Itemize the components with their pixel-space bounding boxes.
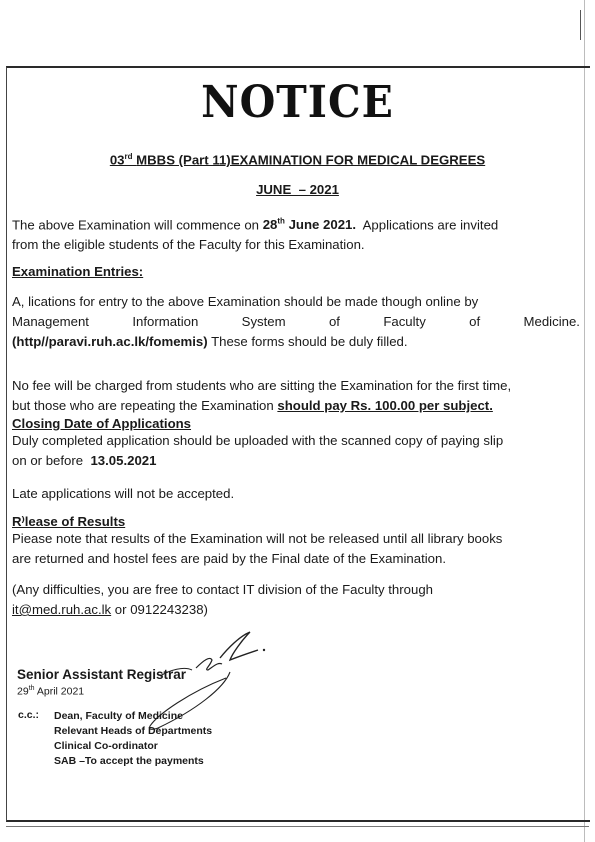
scan-mark [580, 10, 581, 40]
entries-url[interactable]: (http//paravi.ruh.ac.lk/fomemis) [12, 334, 208, 349]
bottom-rule [6, 826, 589, 827]
exam-title [0, 152, 595, 167]
entries-heading: Examination Entries: [12, 264, 144, 279]
intro-line2: from the eligible students of the Faculty for this Examination. [12, 237, 365, 253]
results-heading: R⁾lease of Results [12, 514, 126, 529]
entries-line1: A, lications for entry to the above Examination should be made though online by [12, 294, 479, 309]
word: System [241, 314, 286, 329]
exam-number-suffix: rd [124, 152, 133, 161]
entries-paragraph [12, 292, 580, 352]
word: Management [12, 314, 89, 329]
contact-paragraph [12, 580, 580, 620]
cc-item: Clinical Co-ordinator [54, 740, 158, 752]
closing-date: 13.05.2021 [90, 453, 157, 468]
fee-line2: but those who are repeating the Examination [12, 398, 278, 413]
exam-number: 03 [109, 152, 125, 168]
signatory-title: Senior Assistant Registrar [17, 667, 187, 682]
cc-label: c.c.: [18, 709, 40, 721]
cc-item: Dean, Faculty of Medicine [54, 710, 183, 722]
commence-date: 28th June 2021. [262, 217, 357, 233]
exam-session: JUNE – 2021 [256, 182, 339, 197]
contact-email[interactable]: it@med.ruh.ac.lk [12, 602, 112, 617]
results-paragraph [12, 529, 580, 569]
closing-line2: on or before [12, 453, 91, 468]
late-note: Late applications will not be accepted. [12, 486, 235, 501]
cc-item: SAB –To accept the payments [54, 755, 204, 767]
notice-title: NOTICE [201, 76, 394, 128]
entries-line3: These forms should be duly filled. [207, 334, 408, 349]
closing-heading: Closing Date of Applications [12, 416, 192, 431]
word: of [469, 314, 481, 329]
contact-line1: (Any difficulties, you are free to contact IT division of the Faculty through [12, 582, 433, 597]
intro-paragraph [12, 212, 580, 255]
results-line1: Piease note that results of the Examination will not be released until all library books [12, 531, 503, 546]
exam-title-text: MBBS (Part 11)EXAMINATION FOR MEDICAL DEGREES [136, 152, 486, 168]
word: Faculty [383, 314, 426, 329]
word: Information [132, 314, 199, 329]
intro-invite: Applications are invited [356, 217, 499, 233]
fee-amount: should pay Rs. 100.00 per subject. [277, 398, 493, 413]
word: Medicine. [523, 314, 580, 329]
signatory-date: 29th April 2021 [17, 685, 85, 698]
cc-item: Relevant Heads of Departments [54, 725, 213, 737]
intro-text: The above Examination will commence on [12, 217, 263, 233]
closing-line1: Duly completed application should be uploaded with the scanned copy of paying slip [12, 433, 504, 448]
fee-line1: No fee will be charged from students who are sitting the Examination for the first time, [12, 378, 512, 393]
closing-paragraph [12, 431, 580, 471]
fee-paragraph [12, 376, 580, 416]
word: of [328, 314, 340, 329]
cc-list [54, 709, 212, 769]
results-line2: are returned and hostel fees are paid by the Final date of the Examination. [12, 551, 446, 566]
entries-line2 [12, 312, 580, 332]
contact-phone: or 0912243238) [111, 602, 208, 617]
